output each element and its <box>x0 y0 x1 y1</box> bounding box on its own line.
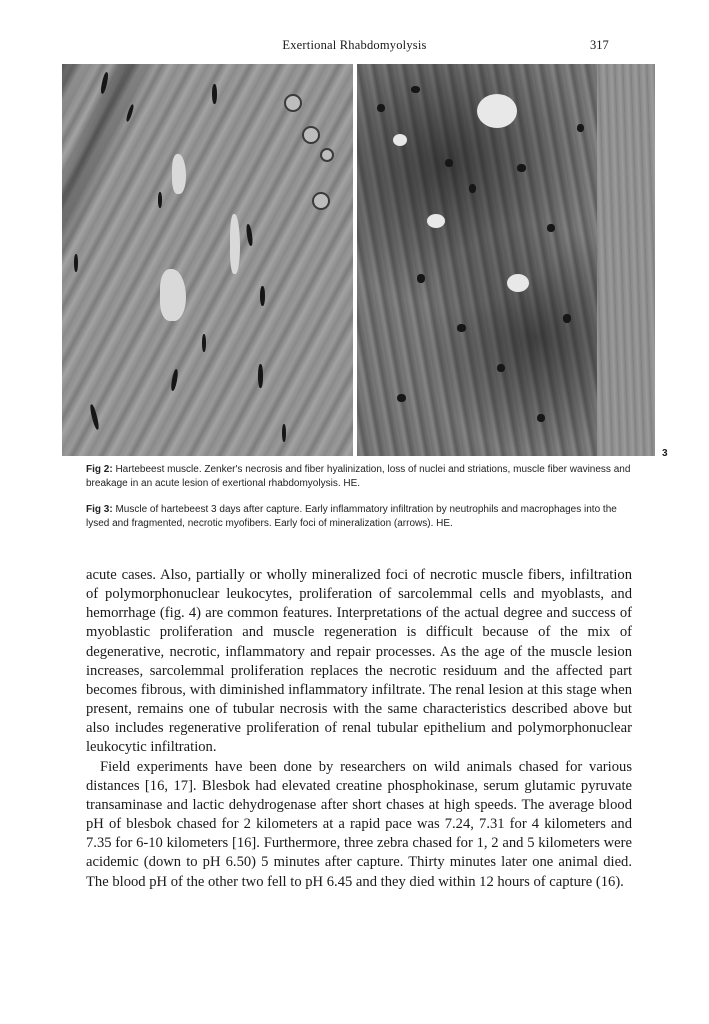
page-number: 317 <box>590 38 609 52</box>
body-paragraph: Field experiments have been done by researchers on wild animals chased for various distances [16, 17]. Blesbok had elevated creatine phosphokinase, serum glutamic pyruvate transaminase and lactic dehydrogenase after short chases at high speeds. The average blood pH of blesbok chased for 2 kilometers at a rapid pace was 7.24, 7.31 for 4 kilometers and 7.35 for 6-10 kilometers [16]. Furthermore, three zebra chased for 1, 2 and 5 kilometers were acidemic (down to pH 6.50) 5 minutes after capture. Thirty minutes later one animal died. The blood pH of the other two fell to pH 6.45 and they died within 12 hours of capture (16). <box>86 758 632 890</box>
micrograph-fig-2 <box>62 64 353 456</box>
micrograph-figure <box>62 64 655 456</box>
body-text <box>86 566 632 892</box>
figure-3-ref: Fig 3: <box>86 504 113 515</box>
figure-3-caption <box>86 503 632 530</box>
running-title: Exertional Rhabdomyolysis <box>282 38 427 52</box>
figure-3-caption-text: Muscle of hartebeest 3 days after capture. Early inflammatory infiltration by neutrophils and macrophages into the lysed and fragmented, necrotic myofibers. Early foci of mineralization (arrows). HE. <box>86 504 617 529</box>
figure-3-label: 3 <box>662 448 668 459</box>
micrograph-fig-3 <box>357 64 655 456</box>
body-paragraph: acute cases. Also, partially or wholly mineralized foci of necrotic muscle fibers, infiltration of polymorphonuclear leukocytes, proliferation of sarcolemmal cells and myoblasts, and hemorrhage (fig. 4) are common features. Interpretations of the actual degree and success of myoblastic proliferation and muscle regeneration is difficult because of the mix of degenerative, necrotic, inflammatory and repair processes. As the age of the muscle lesion increases, sarcolemmal proliferation replaces the necrotic residuum and the affected part becomes fibrous, with diminished inflammatory infiltrate. The renal lesion at this stage when present, remains one of tubular necrosis with the same characteristics described above but also includes regenerative proliferation of renal tubular epithelium and polymorphonuclear leukocytic infiltration. <box>86 567 632 756</box>
figure-2-caption <box>86 463 632 490</box>
figure-2-ref: Fig 2: <box>86 464 113 475</box>
figure-2-caption-text: Hartebeest muscle. Zenker's necrosis and fiber hyalinization, loss of nuclei and striations, muscle fiber waviness and breakage in an acute lesion of exertional rhabdomyolysis. HE. <box>86 464 631 489</box>
